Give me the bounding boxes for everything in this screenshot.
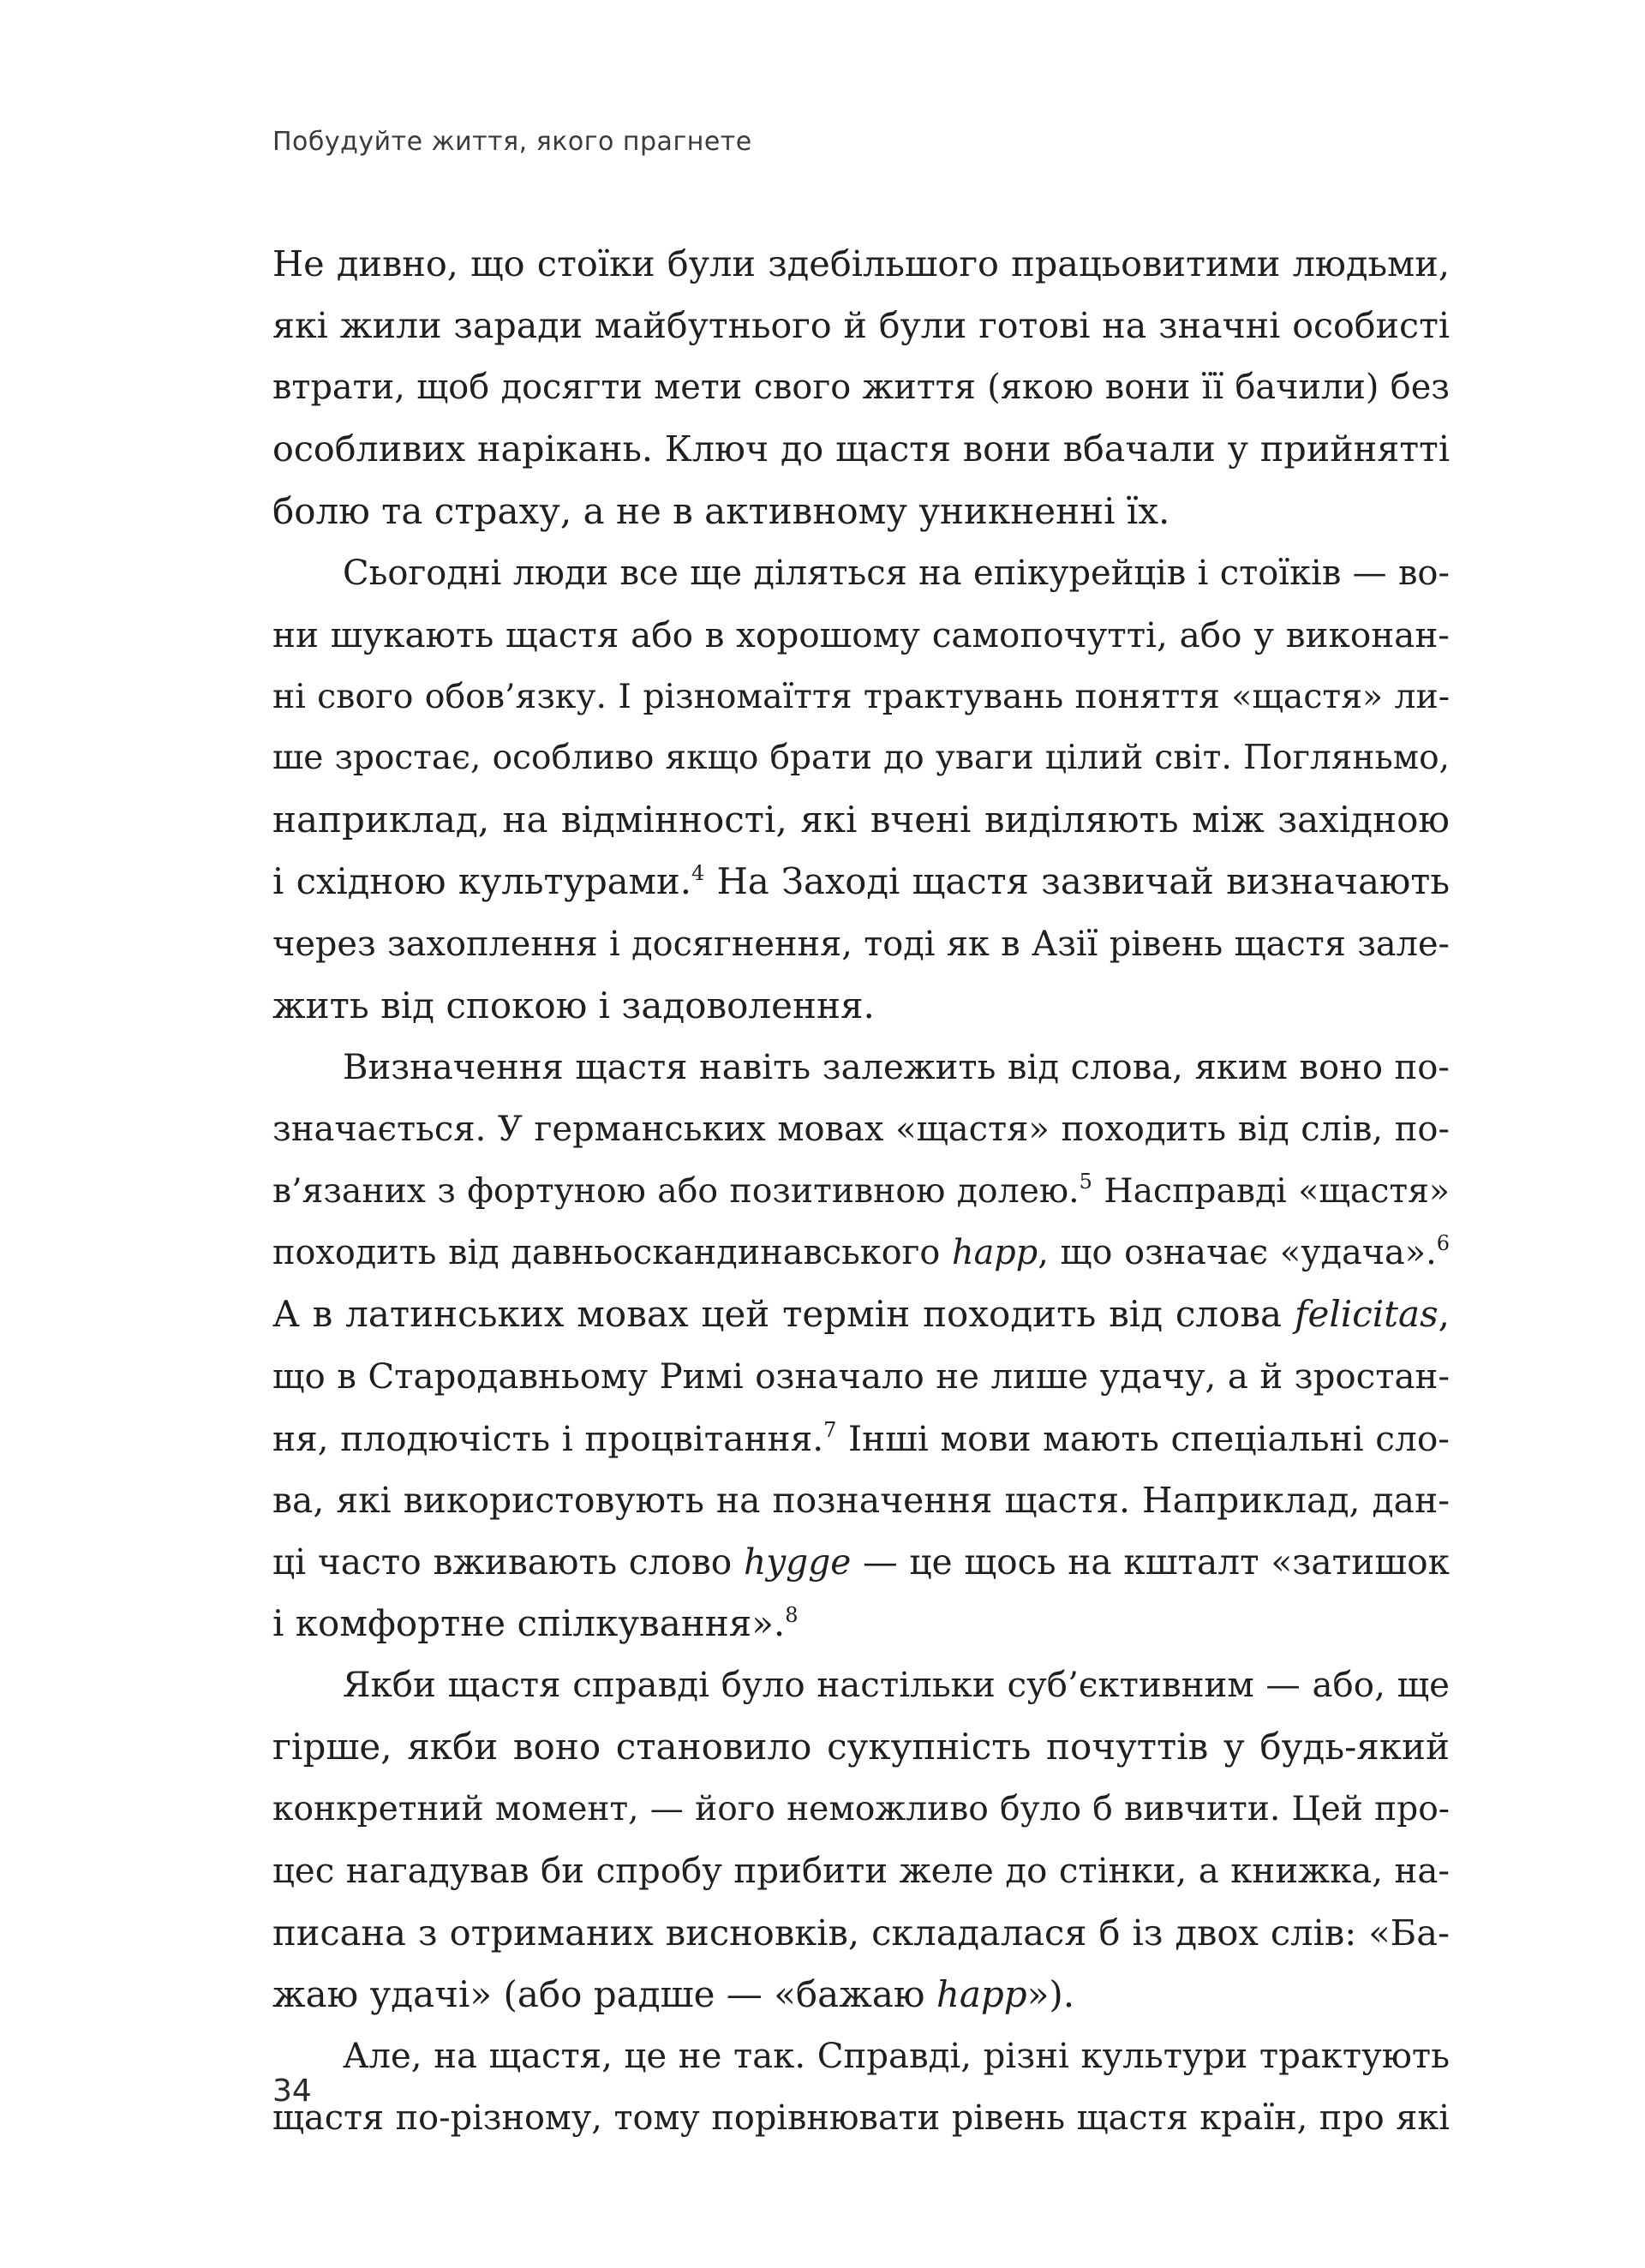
text-line: [272, 1655, 1450, 1716]
text-segment: цес нагадував би спробу прибити желе до стінки, а книжка, на-: [272, 1851, 1450, 1891]
footnote-ref: 8: [785, 1603, 799, 1628]
text-segment: На Заході щастя зазвичай визначають: [704, 860, 1451, 903]
body-text: [272, 233, 1450, 2149]
footnote-ref: 5: [1079, 1170, 1092, 1194]
text-segment: втрати, щоб досягти мети свого життя (якою вони її бачили) без: [272, 368, 1450, 408]
text-line: [272, 1222, 1450, 1284]
text-segment: писана з отриманих висновків, складалася б із двох слів: «Ба-: [272, 1911, 1450, 1954]
text-segment: щастя по-різному, тому порівнювати рівень щастя країн, про які: [272, 2098, 1450, 2139]
text-segment: жить від спокою і задоволення.: [272, 984, 875, 1026]
text-segment: конкретний момент, — його неможливо було б вивчити. Цей про-: [272, 1789, 1450, 1828]
footnote-ref: 7: [823, 1417, 837, 1442]
text-segment: жаю удачі» (або радше — «бажаю: [272, 1972, 936, 2015]
text-line: [272, 1284, 1450, 1345]
text-segment: ,: [1438, 1293, 1450, 1336]
text-segment: ни шукають щастя або в хорошому самопочутті, або у виконан-: [272, 613, 1450, 655]
text-line: [272, 2087, 1450, 2149]
text-segment: значається. У германських мовах «щастя» походить від слів, по-: [272, 1109, 1450, 1149]
italic-term: happ: [936, 1972, 1027, 2015]
text-line: [272, 418, 1450, 480]
footnote-ref: 6: [1436, 1231, 1450, 1256]
text-line: [272, 542, 1450, 604]
italic-term: happ: [951, 1233, 1038, 1273]
text-segment: — це щось на кшталт «затишок: [851, 1541, 1450, 1583]
text-segment: ва, які використовують на позначення щастя. Наприклад, дан-: [272, 1479, 1450, 1521]
text-line: [272, 1160, 1450, 1222]
text-segment: Інші мови мають спеціальні сло-: [836, 1417, 1450, 1459]
text-line: [272, 789, 1450, 851]
text-line: [272, 851, 1450, 913]
text-line: [272, 666, 1450, 727]
text-line: [272, 1037, 1450, 1098]
text-line: [272, 1902, 1450, 1964]
text-segment: Визначення щастя навіть залежить від слова, яким воно по-: [343, 1047, 1450, 1087]
text-line: [272, 1840, 1450, 1902]
text-segment: Не дивно, що стоїки були здебільшого працьовитими людьми,: [272, 243, 1450, 284]
text-line: [272, 727, 1450, 789]
text-line: [272, 233, 1450, 295]
text-line: [272, 975, 1450, 1037]
text-segment: »).: [1026, 1972, 1075, 2015]
text-segment: гірше, якби воно становило сукупність почуттів у будь-який: [272, 1726, 1450, 1768]
text-line: [272, 1098, 1450, 1160]
text-segment: які жили заради майбутнього й були готові на значні особисті: [272, 305, 1450, 347]
text-segment: ня, плодючість і процвітання.: [272, 1417, 824, 1459]
text-segment: Насправді «щастя»: [1092, 1171, 1450, 1212]
text-line: [272, 295, 1450, 356]
text-segment: і комфортне спілкування».: [272, 1602, 786, 1645]
text-segment: через захоплення і досягнення, тоді як в Азії рівень щастя зале-: [272, 924, 1450, 964]
text-segment: в’язаних з фортуною або позитивною долею.: [272, 1171, 1080, 1212]
text-line: [272, 1593, 1450, 1655]
text-segment: особливих нарікань. Ключ до щастя вони вбачали у прийнятті: [272, 428, 1450, 470]
italic-term: hygge: [744, 1541, 852, 1583]
italic-term: felicitas: [1294, 1293, 1439, 1336]
text-segment: походить від давньоскандинавського: [272, 1233, 952, 1273]
text-segment: і східною культурами.: [272, 860, 691, 903]
text-line: [272, 1408, 1450, 1469]
text-line: [272, 1964, 1450, 2026]
text-line: [272, 604, 1450, 666]
text-segment: Якби щастя справді було настільки суб’єктивним — або, ще: [343, 1665, 1450, 1706]
text-line: [272, 1531, 1450, 1593]
footnote-ref: 4: [691, 861, 705, 886]
text-segment: Сьогодні люди все ще діляться на епікурейців і стоїків — во-: [343, 553, 1450, 593]
text-line: [272, 1469, 1450, 1531]
text-line: [272, 481, 1450, 542]
text-line: [272, 1779, 1450, 1840]
text-line: [272, 2026, 1450, 2087]
text-line: [272, 1716, 1450, 1778]
text-segment: А в латинських мовах цей термін походить від слова: [272, 1293, 1295, 1336]
text-line: [272, 1346, 1450, 1408]
text-segment: болю та страху, а не в активному уникненні їх.: [272, 489, 1170, 532]
text-segment: ці часто вживають слово: [272, 1541, 744, 1583]
text-segment: , що означає «удача».: [1038, 1233, 1437, 1273]
page-number: 34: [272, 2074, 312, 2109]
text-line: [272, 913, 1450, 975]
running-head: Побудуйте життя, якого прагнете: [272, 127, 752, 157]
text-segment: ні свого обов’язку. І різномаїття трактувань поняття «щастя» ли-: [272, 676, 1450, 716]
text-line: [272, 356, 1450, 418]
text-segment: ше зростає, особливо якщо брати до уваги цілий світ. Погляньмо,: [272, 739, 1450, 778]
text-segment: що в Стародавньому Римі означало не лише удачу, а й зростан-: [272, 1355, 1450, 1397]
text-segment: Але, на щастя, це не так. Справді, різні культури трактують: [343, 2037, 1450, 2077]
text-segment: наприклад, на відмінності, які вчені виділяють між західною: [272, 799, 1450, 841]
